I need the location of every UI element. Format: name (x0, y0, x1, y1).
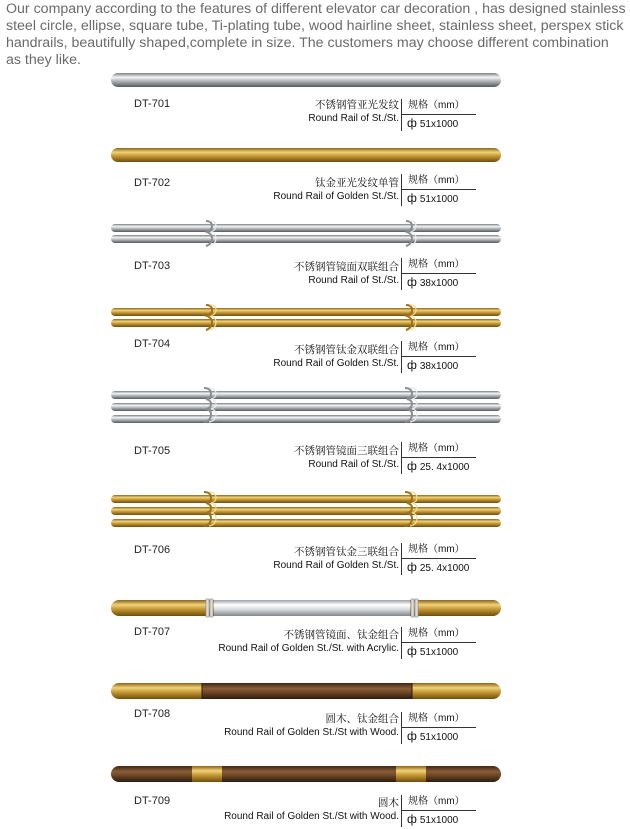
product-name-cn: 钛金亚光发纹单管 (315, 177, 399, 189)
spec-box (401, 627, 476, 659)
diameter-symbol: ф (407, 116, 417, 130)
product-name-cn: 不锈钢管镜面双联组合 (294, 261, 399, 273)
spec-label: 规格（mm） (402, 341, 476, 357)
spec-size: 25. 4x1000 (419, 462, 470, 473)
product-name-en: Round Rail of Golden St./St. (273, 191, 399, 202)
spec-box (401, 712, 476, 744)
product-code: DT-708 (134, 708, 171, 720)
diameter-symbol: ф (407, 729, 417, 743)
product-code: DT-705 (134, 445, 171, 457)
product-desc (273, 177, 399, 203)
product-code: DT-709 (134, 795, 171, 807)
product-name-en: Round Rail of Golden St./St with Wood. (224, 727, 399, 738)
product-name-en: Round Rail of Golden St./St with Wood. (224, 811, 399, 822)
spec-size: 25. 4x1000 (419, 563, 470, 574)
product-desc (308, 99, 399, 125)
spec-box (401, 174, 476, 206)
spec-box (401, 543, 476, 575)
spec-label: 规格（mm） (402, 795, 476, 811)
spec-size: 38x1000 (419, 278, 459, 289)
product-desc (273, 546, 399, 572)
spec-size-row (402, 559, 476, 575)
product-desc (294, 261, 399, 287)
spec-size-row (402, 190, 476, 206)
spec-size: 51x1000 (419, 647, 459, 658)
spec-size: 51x1000 (419, 194, 459, 205)
rail-wood-gold (110, 764, 502, 784)
rail-steel-single (110, 72, 502, 88)
product-desc (224, 713, 399, 739)
product-name-en: Round Rail of St./St. (308, 113, 399, 124)
spec-label: 规格（mm） (402, 258, 476, 274)
rail-gold-acrylic (110, 598, 502, 618)
spec-label: 规格（mm） (402, 174, 476, 190)
spec-size-row (402, 643, 476, 659)
product-code: DT-701 (134, 98, 171, 110)
product-desc (218, 629, 399, 655)
spec-size: 38x1000 (419, 361, 459, 372)
product-name-cn: 圆木 (378, 797, 399, 809)
rail-gold-triple (110, 490, 502, 530)
diameter-symbol: ф (407, 560, 417, 574)
spec-size-row (402, 728, 476, 744)
spec-label: 规格（mm） (402, 442, 476, 458)
product-name-cn: 不锈钢管钛金双联组合 (294, 344, 399, 356)
spec-box (401, 341, 476, 373)
rail-steel-double (110, 220, 502, 248)
product-name-en: Round Rail of Golden St./St. with Acrylic. (218, 643, 399, 654)
product-name-en: Round Rail of Golden St./St. (273, 358, 399, 369)
spec-size: 51x1000 (419, 732, 459, 743)
rail-gold-single (110, 147, 502, 163)
product-name-cn: 不锈钢管亚光发纹 (315, 99, 399, 111)
spec-size-row (402, 274, 476, 290)
diameter-symbol: ф (407, 191, 417, 205)
diameter-symbol: ф (407, 812, 417, 826)
rail-steel-triple (110, 386, 502, 426)
spec-label: 规格（mm） (402, 99, 476, 115)
product-desc (273, 344, 399, 370)
product-code: DT-706 (134, 544, 171, 556)
product-name-en: Round Rail of St./St. (308, 459, 399, 470)
diameter-symbol: ф (407, 275, 417, 289)
product-name-en: Round Rail of St./St. (308, 275, 399, 286)
spec-label: 规格（mm） (402, 543, 476, 559)
spec-box (401, 442, 476, 474)
product-name-cn: 圆木、钛金组合 (325, 713, 399, 725)
spec-size-row (402, 115, 476, 131)
product-name-cn: 不锈钢管镜面、钛金组合 (283, 629, 399, 641)
spec-box (401, 258, 476, 290)
spec-size-row (402, 811, 476, 827)
product-code: DT-702 (134, 177, 171, 189)
spec-size: 51x1000 (419, 119, 459, 130)
spec-box (401, 795, 476, 827)
product-name-cn: 不锈钢管镜面三联组合 (294, 445, 399, 457)
product-code: DT-707 (134, 626, 171, 638)
diameter-symbol: ф (407, 459, 417, 473)
spec-size-row (402, 458, 476, 474)
product-name-cn: 不锈钢管钛金三联组合 (294, 546, 399, 558)
rail-gold-wood (110, 681, 502, 701)
diameter-symbol: ф (407, 644, 417, 658)
spec-size-row (402, 357, 476, 373)
product-code: DT-703 (134, 260, 171, 272)
product-desc (224, 797, 399, 823)
rail-gold-double (110, 304, 502, 332)
product-desc (294, 445, 399, 471)
product-name-en: Round Rail of Golden St./St. (273, 560, 399, 571)
intro-text: Our company according to the features of different elevator car decoration , has designed stainless steel circle, ellipse, square tube, Ti-plating tube, wood hairline sheet, stainless sheet, perspex stick handrails, beautifully shaped,complete in size. The customers may choose different combination as they like. (6, 1, 626, 68)
spec-size: 51x1000 (419, 815, 459, 826)
product-code: DT-704 (134, 338, 171, 350)
spec-label: 规格（mm） (402, 627, 476, 643)
spec-box (401, 99, 476, 131)
diameter-symbol: ф (407, 358, 417, 372)
spec-label: 规格（mm） (402, 712, 476, 728)
